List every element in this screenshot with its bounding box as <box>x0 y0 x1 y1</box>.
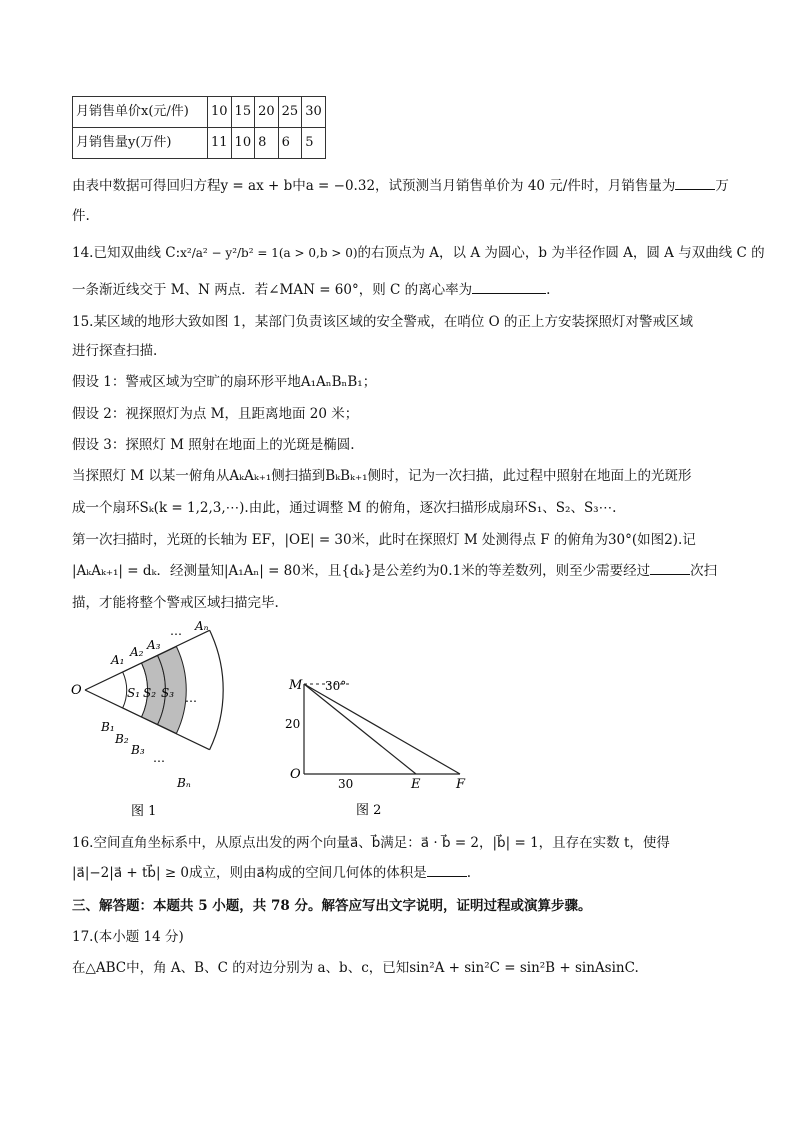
label-dots-mid: ⋯ <box>185 694 197 708</box>
table-cell: 30 <box>302 97 326 128</box>
label-height: 20 <box>285 717 301 731</box>
section-heading: 三、解答题：本题共 5 小题，共 78 分。解答应写出文字说明，证明过程或演算步骤。 <box>72 898 592 914</box>
label-dots-bottom: ⋯ <box>153 754 165 768</box>
label-a3: A₃ <box>147 638 161 652</box>
q16-line1: 16.空间直角坐标系中，从原点出发的两个向量a⃗、b⃗满足：a⃗ · b⃗ = 2，|b⃗| = 1，且存在实数 t，使得 <box>72 835 670 851</box>
table-cell: 25 <box>278 97 302 128</box>
q14-line1: 14.已知双曲线 C:x²/a² − y²/b² = 1(a > 0,b > 0)的右顶点为 A，以 A 为圆心，b 为半径作圆 A，圆 A 与双曲线 C 的 <box>72 245 765 261</box>
answer-blank <box>427 864 467 877</box>
table-cell: 8 <box>255 128 279 159</box>
hyperbola-formula: x²/a² − y²/b² = 1(a > 0,b > 0) <box>180 246 358 260</box>
label-o: O <box>290 767 301 782</box>
q15-line1: 15.某区域的地形大致如图 1，某部门负责该区域的安全警戒，在哨位 O 的正上方安装探照灯对警戒区域 <box>72 314 693 330</box>
q15-line2: 进行探查扫描. <box>72 343 158 359</box>
q15-line3: 假设 1：警戒区域为空旷的扇环形平地A₁AₙBₙB₁； <box>72 374 377 390</box>
label-angle: 30° <box>325 679 347 693</box>
figure-2-caption: 图 2 <box>356 803 382 818</box>
table-cell-label: 月销售单价x(元/件) <box>73 97 208 128</box>
table-row <box>73 128 326 159</box>
q16-line2: |a⃗|−2|a⃗ + tb⃗| ≥ 0成立，则由a⃗构成的空间几何体的体积是 . <box>72 865 472 881</box>
label-bn: Bₙ <box>177 776 191 790</box>
label-s1: S₁ <box>127 686 141 700</box>
table-cell: 15 <box>231 97 255 128</box>
label-a2: A₂ <box>130 645 144 659</box>
q17-body: 在△ABC中，角 A、B、C 的对边分别为 a、b、c，已知sin²A + sin²C = sin²B + sinAsinC. <box>72 960 639 976</box>
answer-blank <box>472 281 546 294</box>
table-cell: 11 <box>208 128 232 159</box>
sales-table <box>72 96 326 159</box>
label-b2: B₂ <box>115 732 129 746</box>
label-an: Aₙ <box>195 619 209 633</box>
q15-line4: 假设 2：视探照灯为点 M，且距离地面 20 米； <box>72 406 359 422</box>
table-cell-label: 月销售量y(万件) <box>73 128 208 159</box>
figure-2 <box>280 670 480 820</box>
table-cell: 5 <box>302 128 326 159</box>
label-f: F <box>456 777 466 792</box>
answer-blank <box>675 177 715 190</box>
table-cell: 10 <box>208 97 232 128</box>
label-o: O <box>71 683 82 698</box>
beam-to-f <box>304 684 460 774</box>
q15-line10: 描，才能将整个警戒区域扫描完毕. <box>72 595 279 611</box>
label-e: E <box>411 777 421 792</box>
label-b1: B₁ <box>101 720 115 734</box>
label-s3: S₃ <box>161 686 175 700</box>
table-cell: 10 <box>231 128 255 159</box>
q15-line6: 当探照灯 M 以某一俯角从AₖAₖ₊₁侧扫描到BₖBₖ₊₁侧时，记为一次扫描，此过程中照射在地面上的光斑形 <box>72 468 692 484</box>
figure-1-caption: 图 1 <box>131 804 157 819</box>
q13-line1: 由表中数据可得回归方程y = ax + b中a = −0.32，试预测当月销售单价为 40 元/件时，月销售量为 万 <box>72 178 729 194</box>
q15-line7: 成一个扇环Sₖ(k = 1,2,3,⋯).由此，通过调整 M 的俯角，逐次扫描形成扇环S₁、S₂、S₃⋯. <box>72 500 617 516</box>
label-base: 30 <box>338 777 354 791</box>
q15-line9: |AₖAₖ₊₁| = dₖ．经测量知|A₁Aₙ| = 80米，且{dₖ}是公差约为0.1米的等差数列，则至少需要经过 次扫 <box>72 563 718 579</box>
label-s2: S₂ <box>143 686 157 700</box>
q15-line5: 假设 3：探照灯 M 照射在地面上的光斑是椭圆. <box>72 437 355 453</box>
table-cell: 6 <box>278 128 302 159</box>
q15-line8: 第一次扫描时，光斑的长轴为 EF，|OE| = 30米，此时在探照灯 M 处测得点 F 的俯角为30°(如图2).记 <box>72 532 696 548</box>
q14-line2: 一条渐近线交于 M、N 两点．若∠MAN = 60°，则 C 的离心率为 . <box>72 282 551 298</box>
q13-line2: 件. <box>72 208 90 224</box>
answer-blank <box>650 562 690 575</box>
outer-arc <box>210 630 224 749</box>
label-m: M <box>289 678 303 693</box>
table-row <box>73 97 326 128</box>
label-b3: B₃ <box>131 743 145 757</box>
figure-1 <box>65 615 245 820</box>
beam-to-e <box>304 684 416 774</box>
label-a1: A₁ <box>111 653 125 667</box>
table-cell: 20 <box>255 97 279 128</box>
label-dots-top: ⋯ <box>170 627 182 641</box>
q17-heading: 17.(本小题 14 分) <box>72 929 184 945</box>
